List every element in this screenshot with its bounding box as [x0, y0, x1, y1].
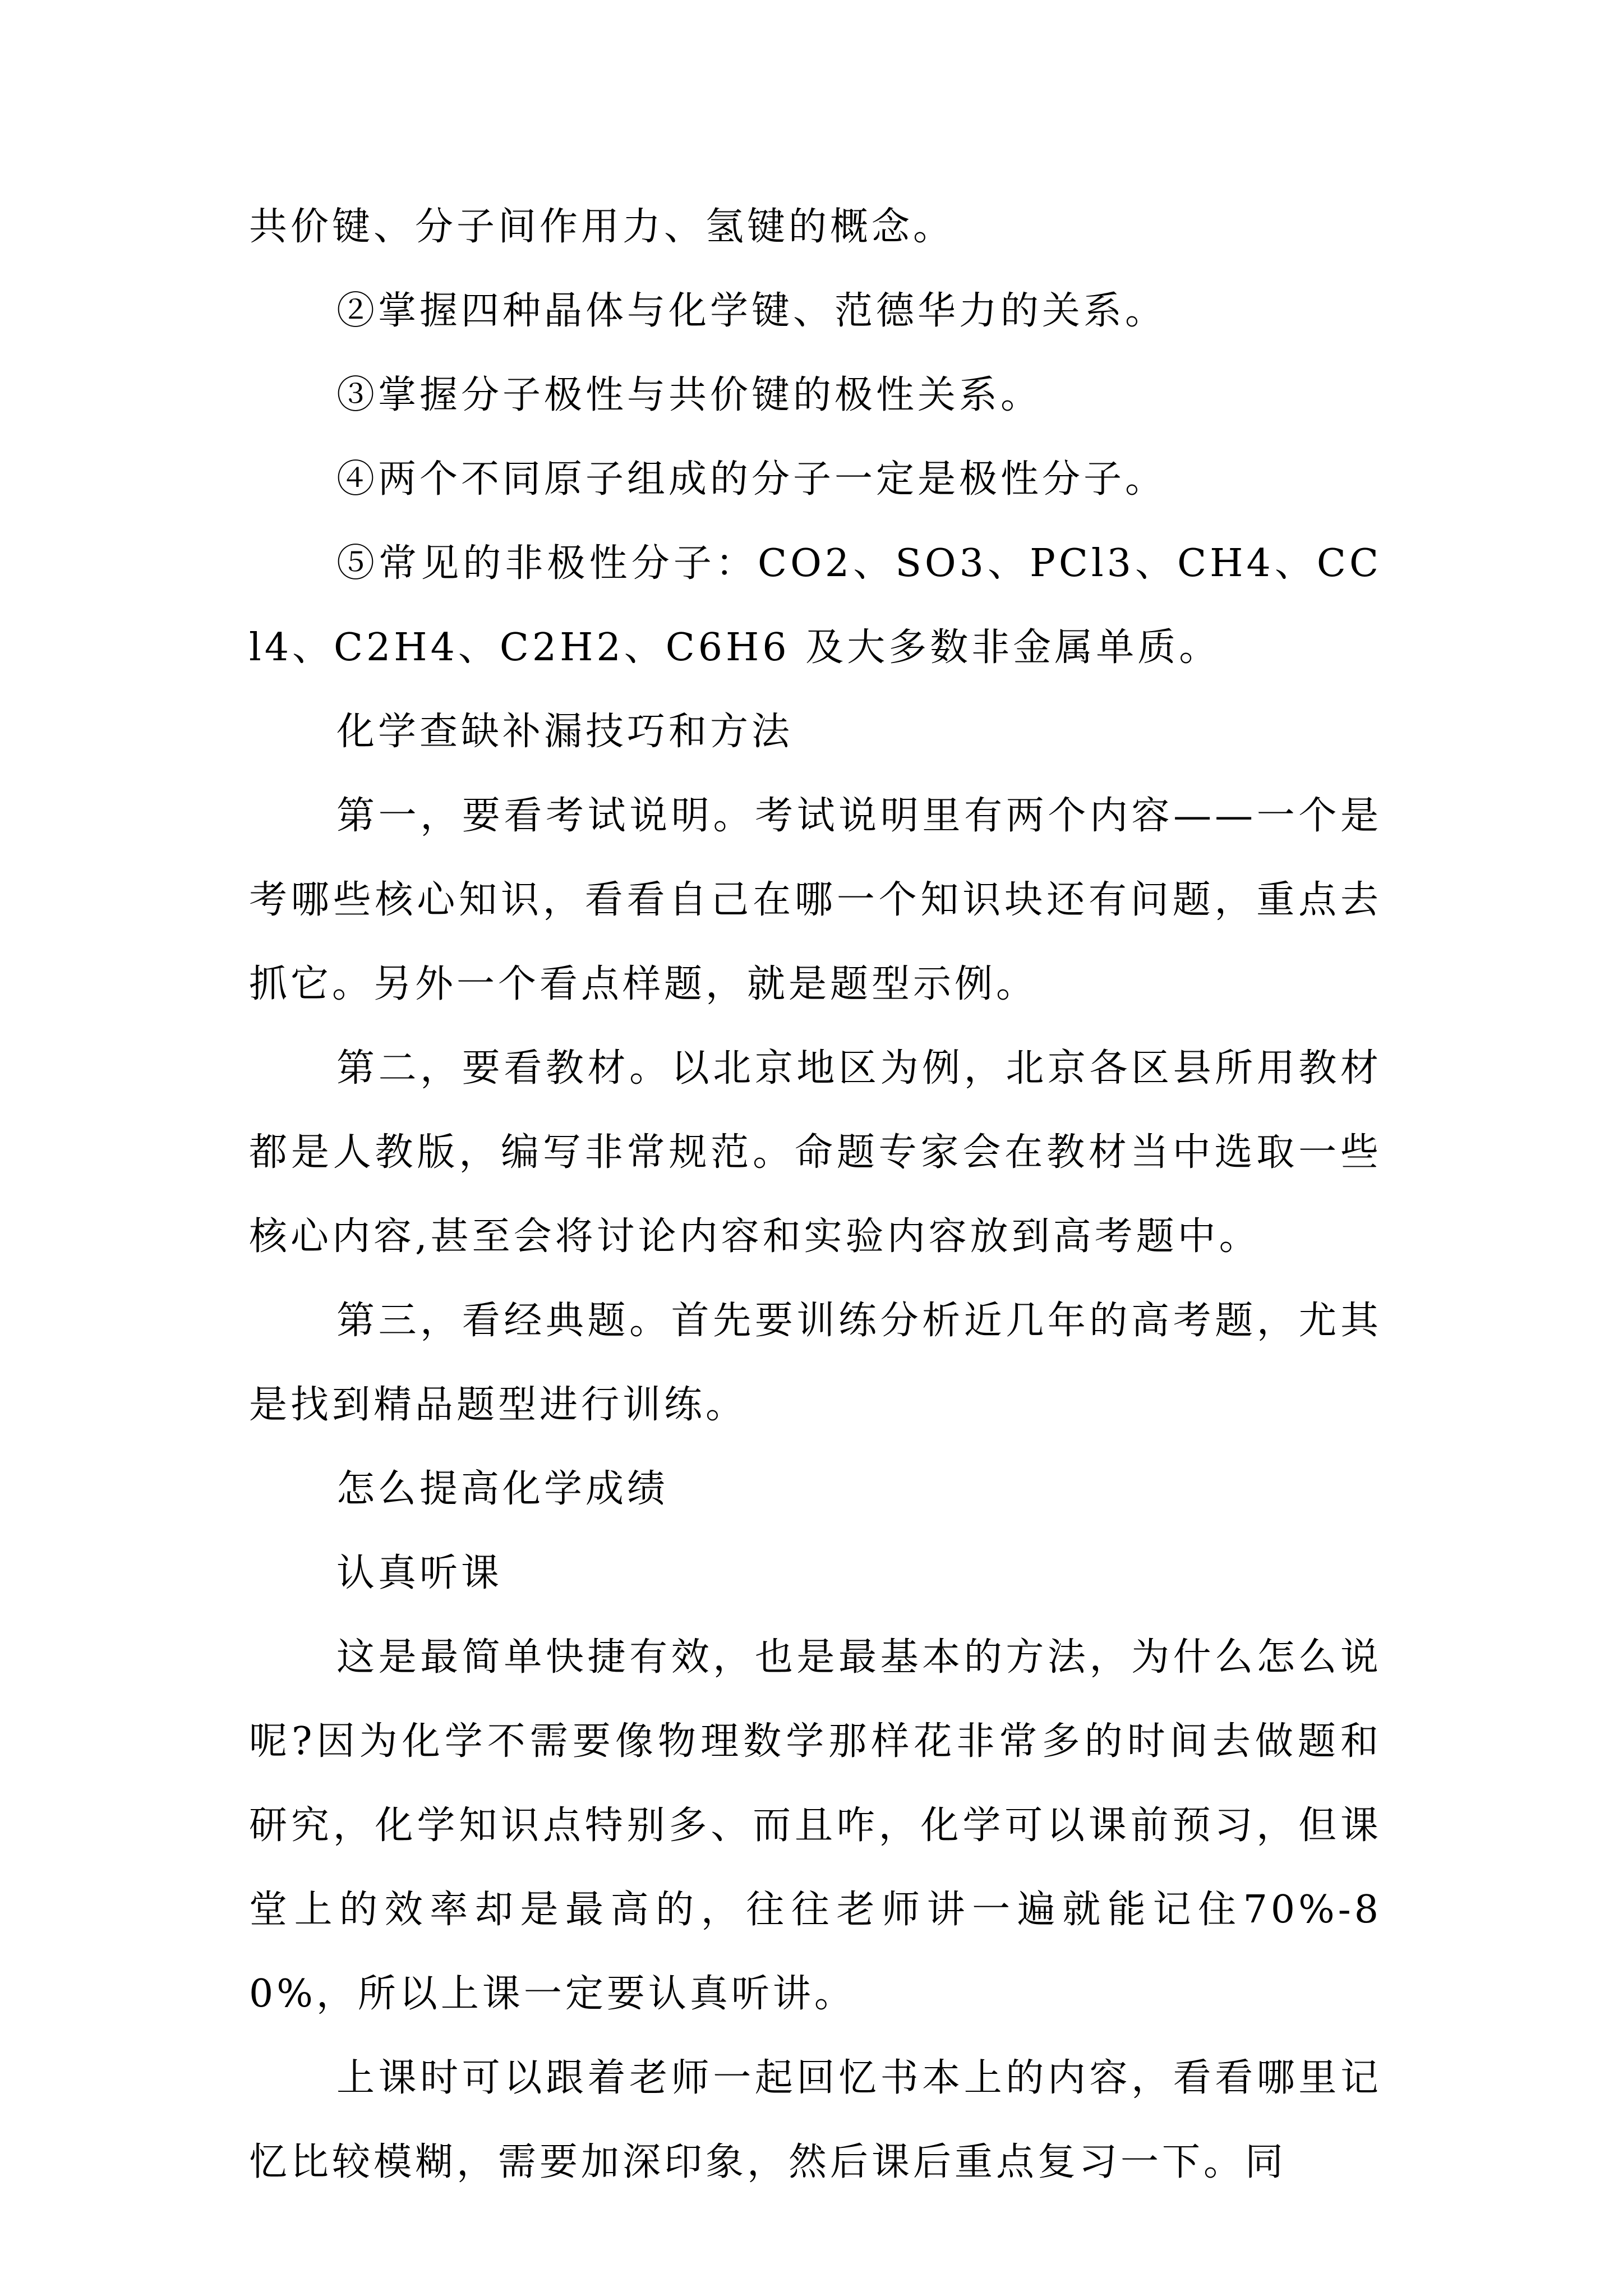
document-body	[249, 185, 1382, 2205]
paragraph-4: ④两个不同原子组成的分子一定是极性分子。	[336, 457, 1167, 501]
paragraph-8: 第三，看经典题。首先要训练分析近几年的高考题，尤其是找到精品题型进行训练。	[249, 1299, 1382, 1427]
paragraph-7: 第二，要看教材。以北京地区为例，北京各区县所用教材都是人教版，编写非常规范。命题专家会在教材当中选取一些核心内容,甚至会将讨论内容和实验内容放到高考题中。	[249, 1046, 1382, 1259]
paragraph-3: ③掌握分子极性与共价键的极性关系。	[336, 373, 1043, 417]
paragraph-9: 这是最简单快捷有效，也是最基本的方法，为什么怎么说呢?因为化学不需要像物理数学那样花非常多的时间去做题和研究，化学知识点特别多、而且咋，化学可以课前预习，但课堂上的效率却是最高的，往往老师讲一遍就能记住70%-80%，所以上课一定要认真听讲。	[249, 1635, 1382, 2016]
paragraph-1: 共价键、分子间作用力、氢键的概念。	[249, 205, 955, 249]
paragraph-6: 第一，要看考试说明。考试说明里有两个内容——一个是考哪些核心知识，看看自己在哪一个知识块还有问题，重点去抓它。另外一个看点样题，就是题型示例。	[249, 794, 1382, 1006]
section-heading-3: 认真听课	[336, 1551, 503, 1595]
section-heading-1: 化学查缺补漏技巧和方法	[336, 710, 794, 754]
paragraph-10: 上课时可以跟着老师一起回忆书本上的内容，看看哪里记忆比较模糊，需要加深印象，然后课后重点复习一下。同	[249, 2056, 1382, 2184]
section-heading-2: 怎么提高化学成绩	[336, 1467, 669, 1511]
paragraph-2: ②掌握四种晶体与化学键、范德华力的关系。	[336, 289, 1167, 333]
paragraph-5: ⑤常见的非极性分子：CO2、SO3、PCl3、CH4、CCl4、C2H4、C2H2、C6H6 及大多数非金属单质。	[249, 541, 1382, 670]
